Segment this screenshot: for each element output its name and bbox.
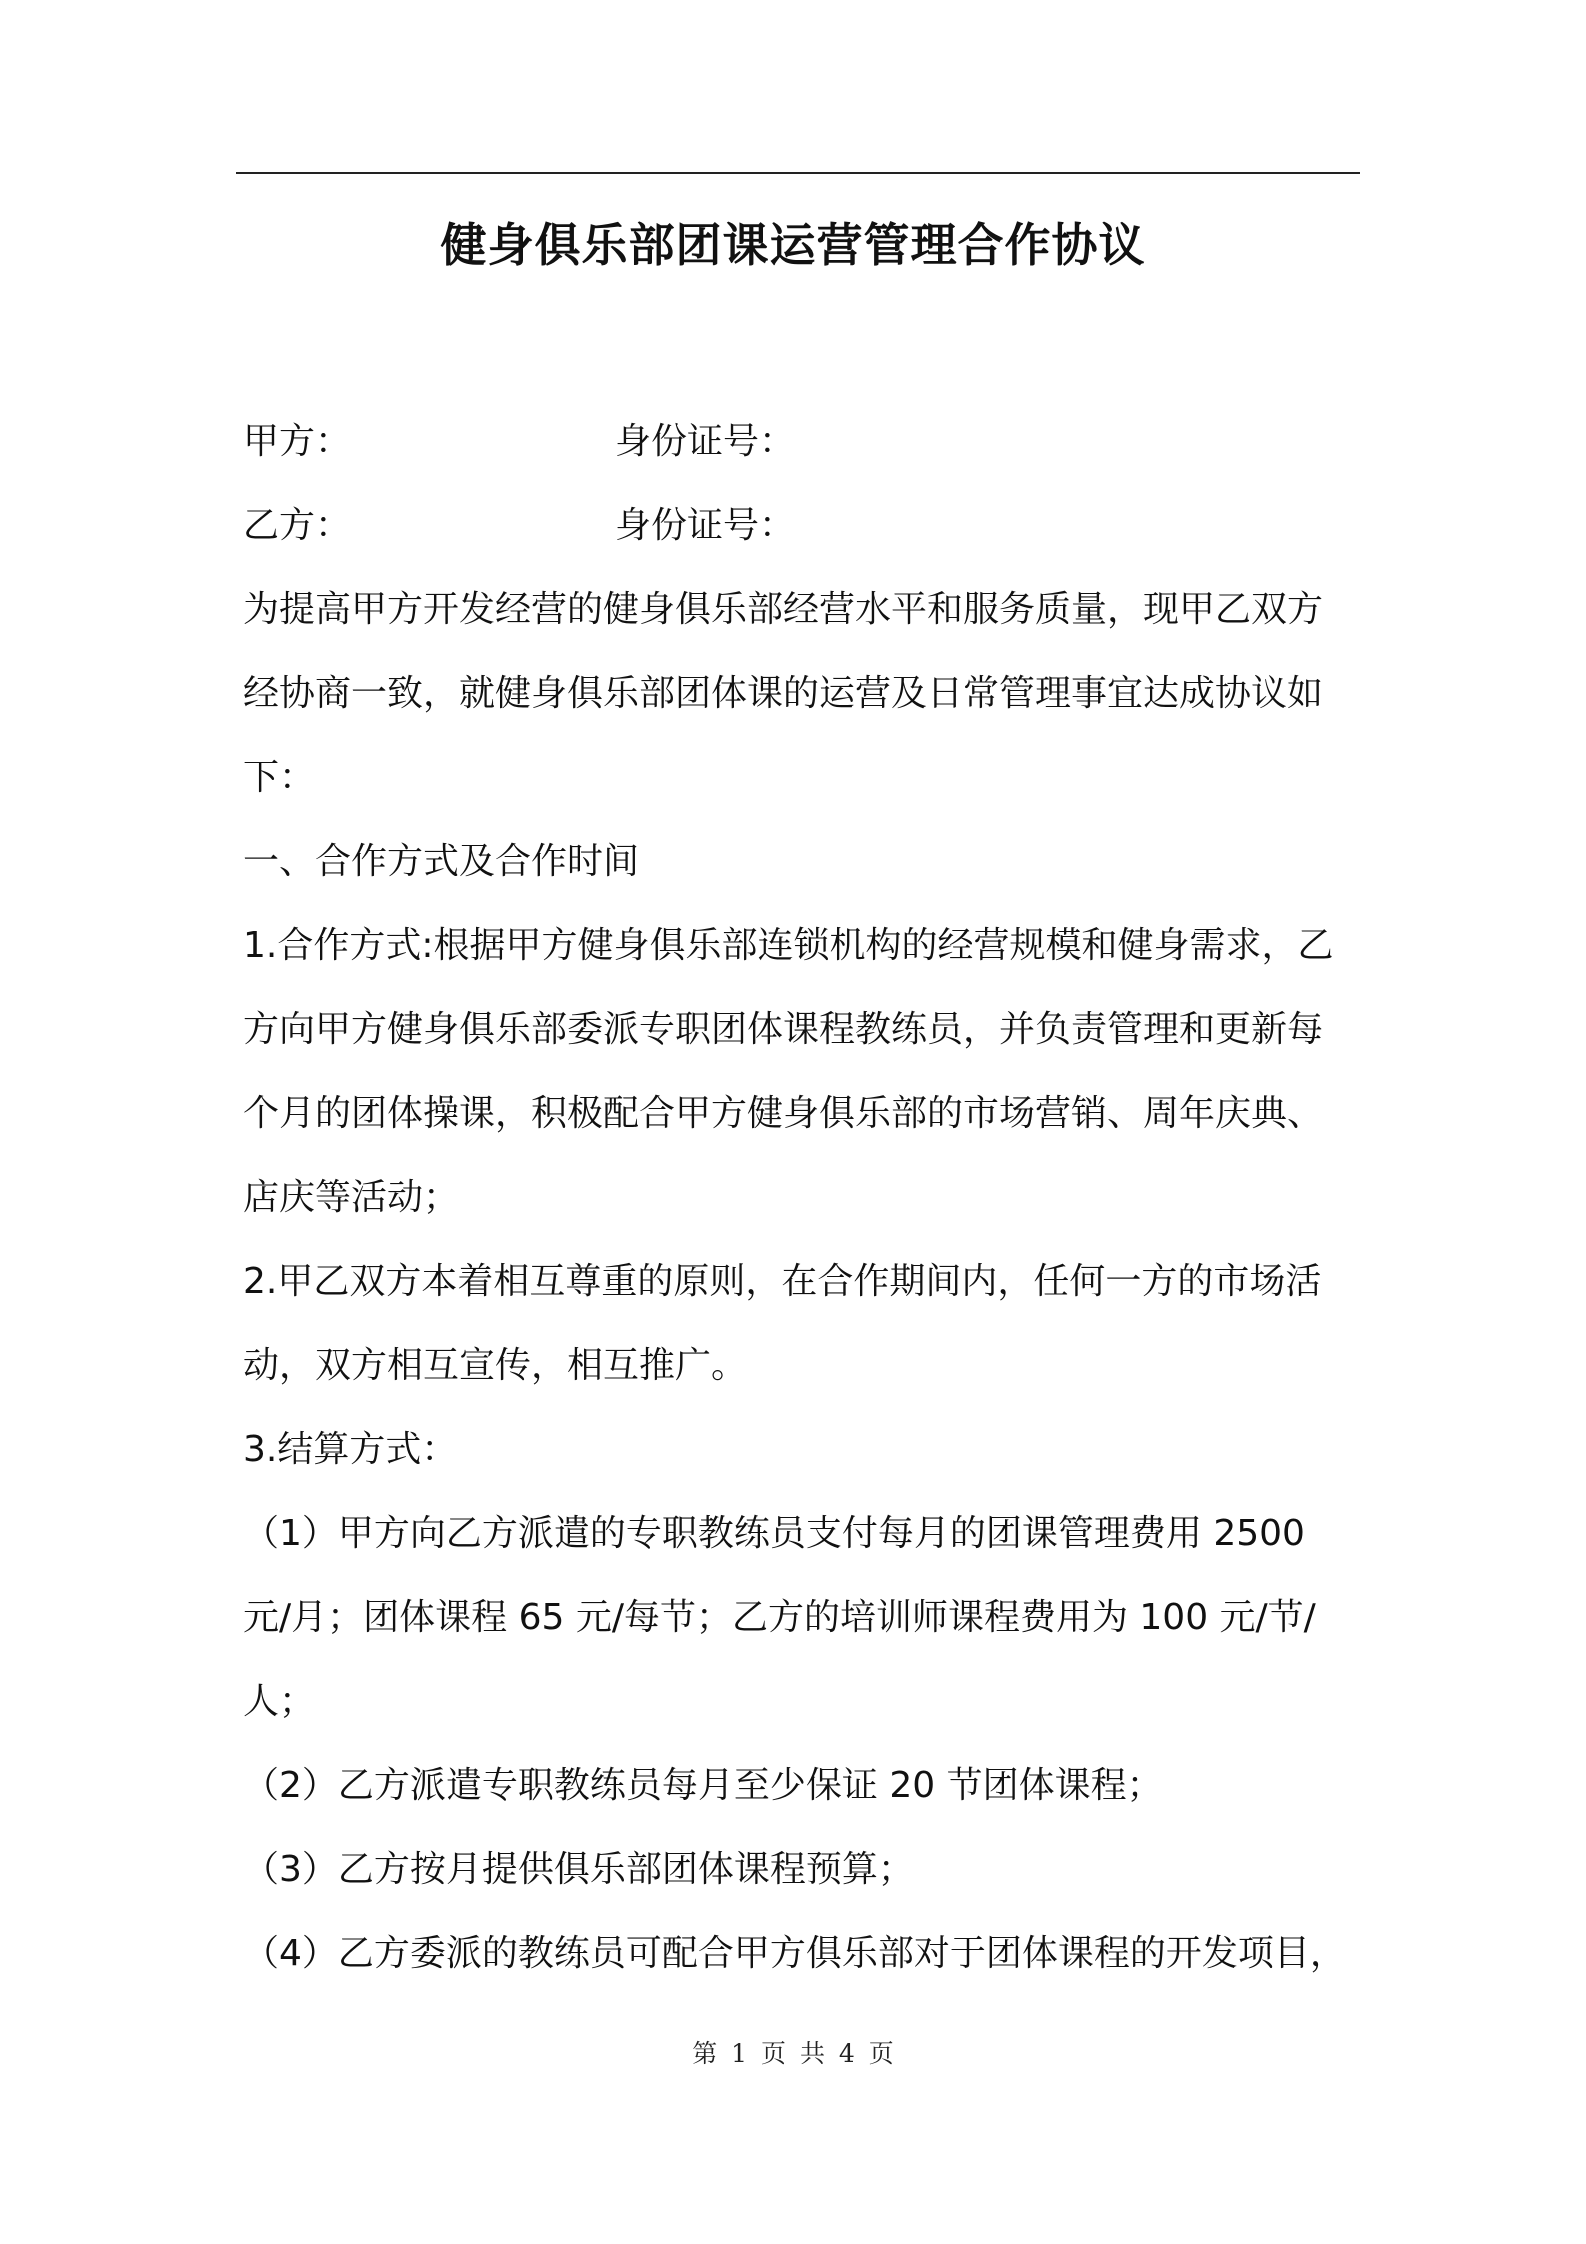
document-title: 健身俱乐部团课运营管理合作协议 (440, 218, 1146, 272)
party-a-id-label: 身份证号： (615, 421, 796, 462)
paragraph-line: 元/月；团体课程 65 元/每节；乙方的培训师课程费用为 100 元/节/ (243, 1597, 1316, 1638)
party-b-line (243, 484, 1361, 568)
paragraph-line: 3.结算方式： (243, 1429, 458, 1470)
paragraph-line: （1）甲方向乙方派遣的专职教练员支付每月的团课管理费用 2500 (243, 1513, 1305, 1554)
page-indicator: 第 1 页 共 4 页 (692, 2039, 894, 2068)
party-b-label: 乙方： (243, 505, 352, 546)
paragraph-line: （3）乙方按月提供俱乐部团体课程预算； (243, 1849, 914, 1890)
paragraph-line: 个月的团体操课，积极配合甲方健身俱乐部的市场营销、周年庆典、 (243, 1093, 1324, 1134)
paragraph-line: 2.甲乙双方本着相互尊重的原则，在合作期间内，任何一方的市场活 (243, 1261, 1322, 1302)
paragraph-line: 下： (243, 757, 316, 798)
header-rule (236, 172, 1360, 174)
paragraph-line: 1.合作方式:根据甲方健身俱乐部连锁机构的经营规模和健身需求，乙 (243, 925, 1334, 966)
paragraph-line: 店庆等活动； (243, 1177, 460, 1218)
paragraph-line: 为提高甲方开发经营的健身俱乐部经营水平和服务质量，现甲乙双方 (243, 589, 1324, 630)
party-a-line (243, 400, 1361, 484)
paragraph-line: （4）乙方委派的教练员可配合甲方俱乐部对于团体课程的开发项目， (243, 1933, 1346, 1974)
paragraph-line: 经协商一致，就健身俱乐部团体课的运营及日常管理事宜达成协议如 (243, 673, 1324, 714)
section-heading: 一、合作方式及合作时间 (243, 841, 640, 882)
paragraph-line: 方向甲方健身俱乐部委派专职团体课程教练员，并负责管理和更新每 (243, 1009, 1324, 1050)
party-b-id-label: 身份证号： (615, 505, 796, 546)
party-a-label: 甲方： (243, 421, 352, 462)
paragraph-line: （2）乙方派遣专职教练员每月至少保证 20 节团体课程； (243, 1765, 1163, 1806)
paragraph-line: 动，双方相互宣传，相互推广。 (243, 1345, 748, 1386)
paragraph-line: 人； (243, 1681, 316, 1722)
